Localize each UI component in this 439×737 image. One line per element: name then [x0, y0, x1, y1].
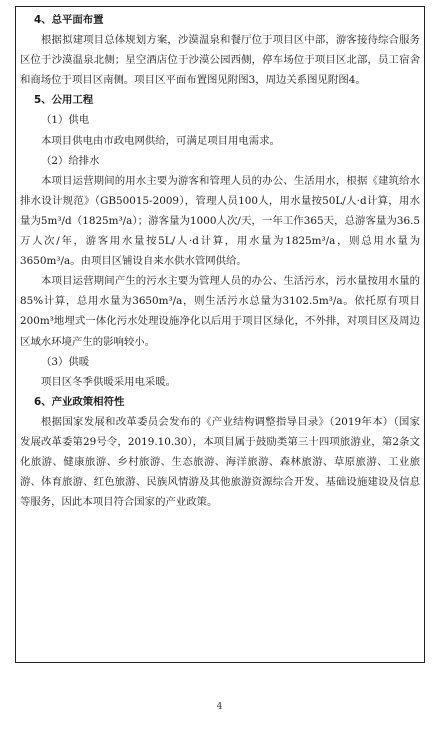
- power-paragraph: 本项目供电由市政电网供给，可满足项目用电需求。: [41, 134, 280, 147]
- section-heading-utilities: 5、公用工程: [34, 94, 94, 107]
- water-supply-paragraph: 本项目运营期间的用水主要为游客和管理人员的办公、生活用水，根据《建筑给水排水设计规范》（GB50015-2009），管理人员100人，用水量按50L/人·d计算，用水量为5m³/d（1825m³/a）；游客量为1000人次/天，一年工作365天，总游客量为36.5万人次/年，游客用水量按5L/人·d计算，用水量为1825m³/a，则总用水量为3650m³/a。由项目区铺设自来水供水管网供给。: [20, 174, 420, 268]
- section-heading-policy: 6、产业政策相符性: [34, 395, 125, 408]
- policy-paragraph: 根据国家发展和改革委员会发布的《产业结构调整指导目录》（2019年本）（国家发展改革委第29号令，2019.10.30），本项目属于鼓励类第三十四项旅游业，第2条文化旅游、健康旅游、乡村旅游、生态旅游、海洋旅游、森林旅游、草原旅游、工业旅游、体育旅游、红色旅游、民族风情游及其他旅游资源综合开发、基础设施建设及信息等服务，因此本项目符合国家的产业政策。: [20, 415, 420, 509]
- heating-subheading: （3）供暖: [41, 355, 90, 368]
- layout-paragraph: 根据拟建项目总体规划方案，沙漠温泉和餐厅位于项目区中部，游客接待综合服务区位于沙漠温泉北侧；星空酒店位于沙漠公园西侧，停车场位于项目区北部，员工宿舍和商场位于项目区南侧。项目区平面布置图见附图3，周边关系图见附图4。: [20, 34, 420, 87]
- water-subheading: （2）给排水: [41, 154, 100, 167]
- section-heading-layout: 4、总平面布置: [34, 14, 104, 26]
- page-number: 4: [216, 702, 223, 712]
- heating-paragraph: 项目区冬季供暖采用电采暖。: [41, 375, 177, 388]
- document-body: [20, 10, 420, 512]
- power-subheading: （1）供电: [41, 114, 90, 127]
- wastewater-paragraph: 本项目运营期间产生的污水主要为管理人员的办公、生活污水，污水量按用水量的85%计算，总用水量为3650m³/a，则生活污水总量为3102.5m³/a。依托原有项目200m³地埋式一体化污水处理设施净化以后用于项目区绿化，不外排，对项目区及周边区域水环境产生的影响较小。: [20, 275, 420, 348]
